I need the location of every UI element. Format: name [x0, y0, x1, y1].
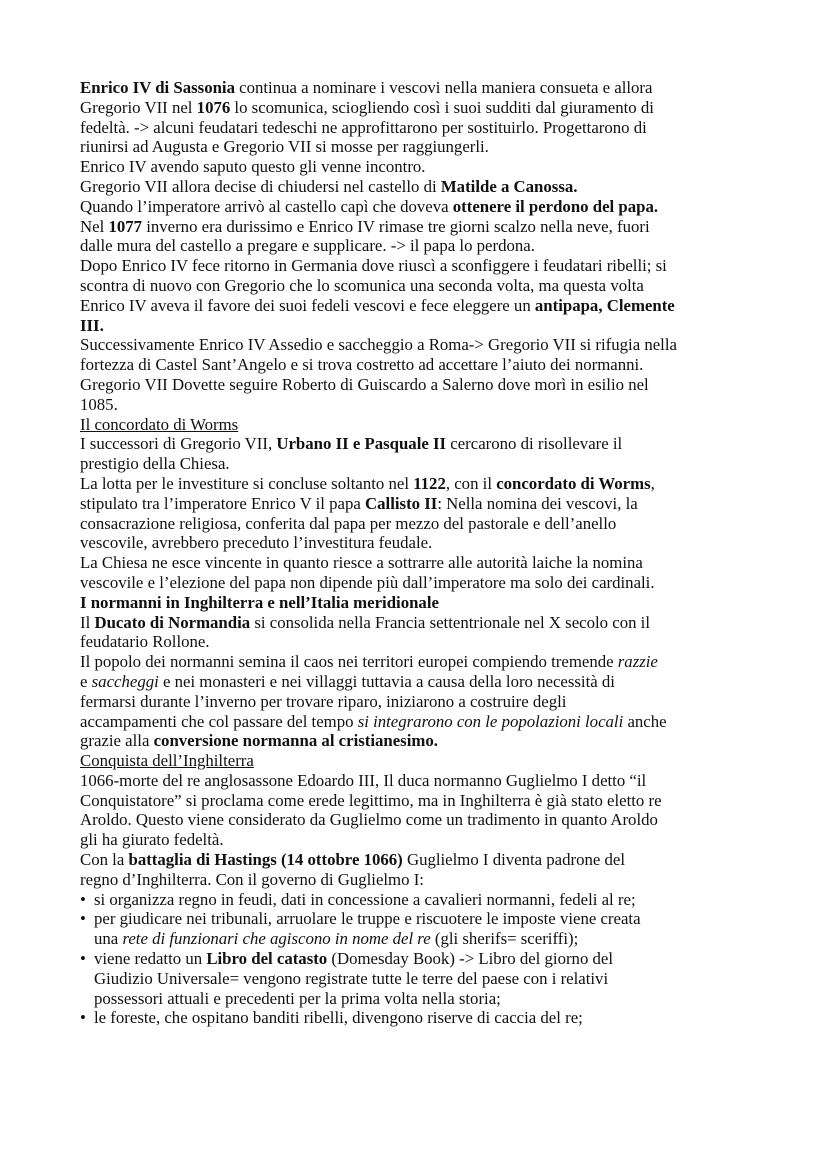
bold-text: Matilde a Canossa. — [440, 176, 578, 196]
text-line — [80, 118, 780, 138]
text-span: Aroldo. Questo viene considerato da Guglielmo come un tradimento in quanto Aroldo — [80, 810, 658, 830]
text-span: Guglielmo I diventa padrone del — [402, 850, 626, 870]
text-span: 1066-morte del re anglosassone Edoardo III, Il duca normanno Guglielmo I detto “il — [80, 770, 647, 790]
text-span: consacrazione religiosa, conferita dal papa per mezzo del pastorale e dell’anello — [80, 513, 617, 533]
text-span: dalle mura del castello a pregare e supplicare. -> il papa lo perdona. — [80, 236, 535, 256]
text-span: : Nella nomina dei vescovi, la — [437, 493, 638, 513]
text-span: e nei monasteri e nei villaggi tuttavia a causa della loro necessità di — [158, 671, 615, 691]
bold-text: 1077 — [108, 216, 142, 236]
text-line — [80, 850, 780, 870]
text-span: inverno era durissimo e Enrico IV rimase tre giorni scalzo nella neve, fuori — [142, 216, 650, 236]
text-span: continua a nominare i vescovi nella maniera consueta e allora — [234, 78, 653, 97]
text-span: possessori attuali e precedenti per la prima volta nella storia; — [94, 988, 501, 1008]
text-span: gli ha giurato fedeltà. — [80, 830, 224, 850]
section-heading — [80, 415, 780, 435]
bold-text: Urbano II e Pasquale II — [276, 434, 447, 454]
text-span: cercarono di risollevare il — [446, 434, 623, 454]
text-line — [80, 276, 780, 296]
underlined-heading: Il concordato di Worms — [80, 414, 239, 434]
text-span: vescovile e l’elezione del papa non dipende più dall’imperatore ma solo dei cardinali. — [80, 572, 655, 592]
section-heading — [80, 593, 780, 613]
text-span: Enrico IV aveva il favore dei suoi fedeli vescovi e fece eleggere un — [80, 295, 535, 315]
text-span: grazie alla — [80, 731, 154, 751]
text-line — [80, 177, 780, 197]
text-line — [80, 791, 780, 811]
text-line — [80, 870, 780, 890]
text-span: Il — [80, 612, 95, 632]
text-span: Quando l’imperatore arrivò al castello capì che doveva — [80, 196, 453, 216]
bold-text: ottenere il perdono del papa. — [452, 196, 659, 216]
text-span: si consolida nella Francia settentrionale nel X secolo con il — [250, 612, 650, 632]
bullet-icon: • — [80, 909, 86, 929]
bold-text: Ducato di Normandia — [94, 612, 251, 632]
text-line — [80, 137, 780, 157]
text-line — [80, 731, 780, 751]
bold-text: Callisto II — [365, 493, 438, 513]
text-span: Gregorio VII Dovette seguire Roberto di Guiscardo a Salerno dove morì in esilio nel — [80, 374, 649, 394]
italic-text: saccheggi — [91, 671, 159, 691]
text-span: fermarsi durante l’inverno per trovare riparo, iniziarono a costruire degli — [80, 691, 567, 711]
text-line — [80, 157, 780, 177]
text-line — [80, 494, 780, 514]
text-line — [80, 395, 780, 415]
text-line — [80, 434, 780, 454]
bullet-item — [80, 909, 780, 929]
text-line — [80, 316, 780, 336]
text-span: le foreste, che ospitano banditi ribelli, divengono riserve di caccia del re; — [94, 1008, 583, 1028]
text-line — [80, 474, 780, 494]
text-line — [80, 355, 780, 375]
text-span: La Chiesa ne esce vincente in quanto riesce a sottrarre alle autorità laiche la nomina — [80, 553, 643, 573]
text-line — [80, 296, 780, 316]
text-span: Dopo Enrico IV fece ritorno in Germania dove riuscì a sconfiggere i feudatari ribelli; si — [80, 256, 667, 276]
text-span: riunirsi ad Augusta e Gregorio VII si mosse per raggiungerli. — [80, 137, 489, 157]
bullet-item — [80, 1008, 780, 1028]
bold-text: I normanni in Inghilterra e nell’Italia meridionale — [80, 592, 439, 612]
text-line — [80, 236, 780, 256]
text-line — [80, 256, 780, 276]
text-line — [80, 712, 780, 732]
text-span: stipulato tra l’imperatore Enrico V il papa — [80, 493, 366, 513]
bold-text: antipapa, Clemente — [534, 295, 675, 315]
bold-text: conversione normanna al cristianesimo. — [153, 731, 438, 751]
text-span: , — [650, 473, 655, 493]
text-span: Successivamente Enrico IV Assedio e saccheggio a Roma-> Gregorio VII si rifugia nella — [80, 335, 677, 355]
text-span: Nel — [80, 216, 109, 236]
text-line — [80, 969, 780, 989]
bullet-icon: • — [80, 889, 86, 909]
bold-text: Libro del catasto — [206, 949, 328, 969]
text-line — [80, 692, 780, 712]
text-line — [80, 98, 780, 118]
text-line — [80, 514, 780, 534]
text-line — [80, 989, 780, 1009]
bullet-item — [80, 949, 780, 969]
text-span: fortezza di Castel Sant’Angelo e si trova costretto ad accettare l’aiuto dei normanni. — [80, 355, 644, 375]
text-span: una — [94, 929, 123, 949]
bullet-icon: • — [80, 1008, 86, 1028]
text-span: vescovile, avrebbero preceduto l’investitura feudale. — [80, 533, 433, 553]
text-line — [80, 810, 780, 830]
text-span: per giudicare nei tribunali, arruolare le truppe e riscuotere le imposte viene creata — [94, 909, 641, 929]
bold-text: 1122 — [413, 473, 446, 493]
text-line — [80, 613, 780, 633]
text-line — [80, 78, 780, 98]
text-span: (gli sherifs= sceriffi); — [430, 929, 579, 949]
text-span: scontra di nuovo con Gregorio che lo scomunica una seconda volta, ma questa volta — [80, 275, 644, 295]
text-span: prestigio della Chiesa. — [80, 454, 230, 474]
text-span: anche — [623, 711, 667, 731]
text-span: Il popolo dei normanni semina il caos nei territori europei compiendo tremende — [80, 652, 618, 672]
document-page — [80, 78, 780, 1028]
text-line — [80, 652, 780, 672]
bold-text: III. — [80, 315, 104, 335]
text-line — [80, 217, 780, 237]
text-span: Gregorio VII nel — [80, 97, 197, 117]
bold-text: battaglia di Hastings (14 ottobre 1066) — [128, 850, 403, 870]
text-line — [80, 197, 780, 217]
text-line — [80, 632, 780, 652]
bold-text: Enrico IV di Sassonia — [80, 78, 235, 97]
text-span: e — [80, 671, 92, 691]
text-span: , con il — [445, 473, 497, 493]
text-span: 1085. — [80, 394, 118, 414]
text-span: Con la — [80, 850, 129, 870]
text-span: accampamenti che col passare del tempo — [80, 711, 358, 731]
text-span: fedeltà. -> alcuni feudatari tedeschi ne approfittarono per sostituirlo. Progettarono di — [80, 117, 647, 137]
text-span: viene redatto un — [94, 949, 207, 969]
italic-text: razzie — [617, 652, 658, 672]
text-line — [80, 771, 780, 791]
text-span: Enrico IV avendo saputo questo gli venne incontro. — [80, 157, 426, 177]
text-span: lo scomunica, sciogliendo così i suoi sudditi dal giuramento di — [230, 97, 654, 117]
text-line — [80, 375, 780, 395]
text-span: Conquistatore” si proclama come erede legittimo, ma in Inghilterra è già stato eletto re — [80, 790, 662, 810]
text-line — [80, 929, 780, 949]
text-line — [80, 533, 780, 553]
text-span: Giudizio Universale= vengono registrate tutte le terre del paese con i relativi — [94, 968, 609, 988]
bold-text: 1076 — [196, 97, 231, 117]
bullet-item — [80, 890, 780, 910]
text-span: (Domesday Book) -> Libro del giorno del — [327, 949, 614, 969]
text-span: feudatario Rollone. — [80, 632, 210, 652]
text-span: Gregorio VII allora decise di chiudersi nel castello di — [80, 176, 441, 196]
text-span: La lotta per le investiture si concluse soltanto nel — [80, 473, 414, 493]
text-line — [80, 454, 780, 474]
underlined-heading: Conquista dell’Inghilterra — [80, 751, 254, 771]
bold-text: concordato di Worms — [496, 473, 651, 493]
text-span: si organizza regno in feudi, dati in concessione a cavalieri normanni, fedeli al re; — [94, 889, 636, 909]
text-span: I successori di Gregorio VII, — [80, 434, 277, 454]
text-span: regno d’Inghilterra. Con il governo di Guglielmo I: — [80, 869, 424, 889]
italic-text: rete di funzionari che agiscono in nome del re — [122, 929, 431, 949]
section-heading — [80, 751, 780, 771]
text-line — [80, 553, 780, 573]
text-line — [80, 335, 780, 355]
text-line — [80, 830, 780, 850]
text-line — [80, 573, 780, 593]
italic-text: si integrarono con le popolazioni locali — [357, 711, 624, 731]
text-line — [80, 672, 780, 692]
bullet-icon: • — [80, 949, 86, 969]
